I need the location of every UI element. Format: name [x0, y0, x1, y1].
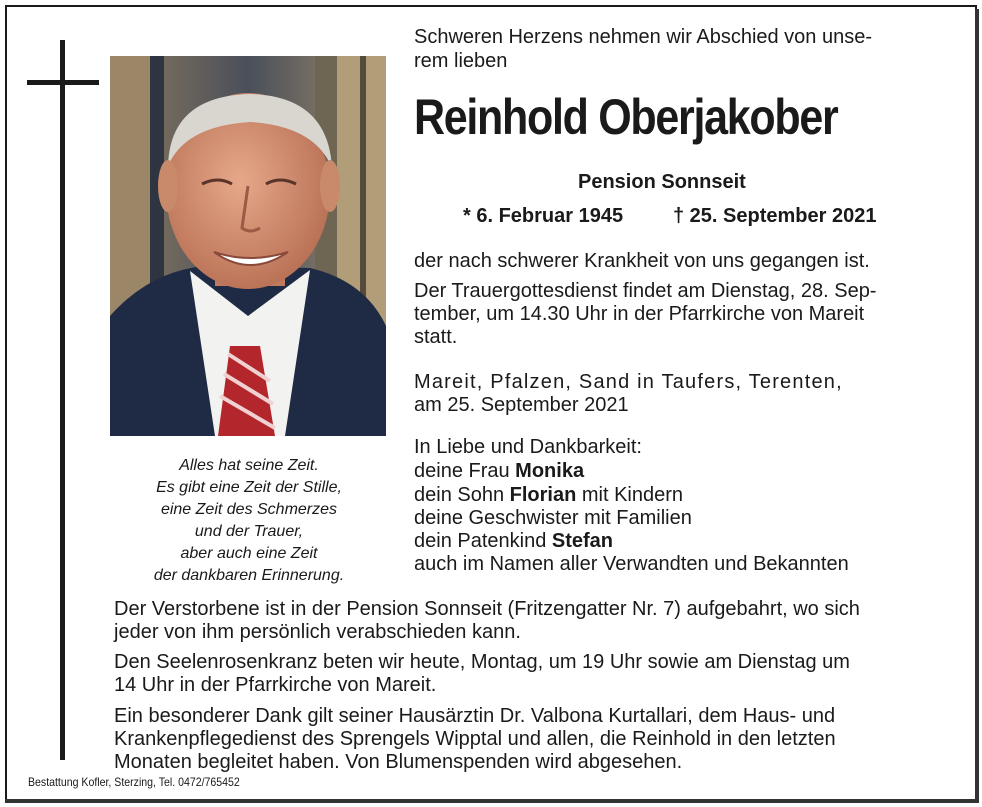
mourners-intro: In Liebe und Dankbarkeit: [414, 436, 642, 458]
mourner-relation: auch im Namen aller Verwandten und Bekannten [414, 553, 849, 575]
portrait-photo [110, 56, 386, 436]
service-line: statt. [414, 326, 458, 348]
mourner-name: Monika [515, 460, 585, 482]
mourner-relation: dein Patenkind [414, 530, 552, 552]
deceased-name: Reinhold Oberjakober [414, 89, 838, 145]
cross-icon-horizontal [27, 80, 99, 85]
mourner-line [414, 483, 683, 507]
mourner-line [414, 552, 849, 576]
mourner-line [414, 529, 613, 553]
mourner-name: Florian [509, 484, 577, 506]
notice-line: Monaten begleitet haben. Von Blumenspenden wird abgesehen. [114, 751, 683, 773]
frame-shadow-right [975, 9, 979, 803]
mourner-relation: deine Geschwister mit Familien [414, 507, 692, 529]
poem-line: eine Zeit des Schmerzes [160, 501, 338, 518]
places-line: am 25. September 2021 [414, 394, 629, 416]
notice-line: 14 Uhr in der Pfarrkirche von Mareit. [114, 674, 437, 696]
service-line: tember, um 14.30 Uhr in der Pfarrkirche von Mareit [414, 303, 865, 325]
intro-line: Schweren Herzens nehmen wir Abschied von unse- [414, 26, 873, 48]
affiliation: Pension Sonnseit [578, 171, 746, 193]
poem [112, 455, 386, 587]
frame-shadow-bottom [5, 799, 977, 803]
poem-line: Es gibt eine Zeit der Stille, [156, 479, 342, 496]
notice-line: Den Seelenrosenkranz beten wir heute, Montag, um 19 Uhr sowie am Dienstag um [114, 651, 850, 673]
funeral-home-footer: Bestattung Kofler, Sterzing, Tel. 0472/765452 [28, 775, 240, 789]
places-line: Mareit, Pfalzen, Sand in Taufers, Terenten, [414, 371, 843, 393]
cross-icon-vertical [60, 40, 65, 760]
mourner-line [414, 506, 692, 530]
mourner-relation: deine Frau [414, 460, 516, 482]
poem-line: aber auch eine Zeit [180, 545, 318, 562]
passing-line: der nach schwerer Krankheit von uns gegangen ist. [414, 250, 870, 272]
poem-line: der dankbaren Erinnerung. [153, 567, 345, 584]
notice-line: Der Verstorbene ist in der Pension Sonnseit (Fritzengatter Nr. 7) aufgebahrt, wo sich [114, 598, 860, 620]
mourner-relation: dein Sohn [414, 484, 510, 506]
notice-line: jeder von ihm persönlich verabschieden kann. [114, 621, 521, 643]
mourner-name: Stefan [551, 530, 614, 552]
notice-line: Ein besonderer Dank gilt seiner Hausärztin Dr. Valbona Kurtallari, dem Haus- und [114, 705, 836, 727]
portrait-illustration [110, 56, 386, 436]
mourner-suffix: mit Kindern [576, 484, 684, 506]
intro-line: rem lieben [414, 50, 508, 72]
service-line: Der Trauergottesdienst findet am Dienstag, 28. Sep- [414, 280, 877, 302]
notice-line: Krankenpflegedienst des Sprengels Wipptal und allen, die Reinhold in den letzten [114, 728, 836, 750]
poem-line: und der Trauer, [194, 523, 304, 540]
death-date: † 25. September 2021 [673, 205, 877, 227]
mourner-line [414, 459, 584, 483]
poem-line: Alles hat seine Zeit. [179, 457, 319, 474]
birth-date: * 6. Februar 1945 [463, 205, 624, 227]
